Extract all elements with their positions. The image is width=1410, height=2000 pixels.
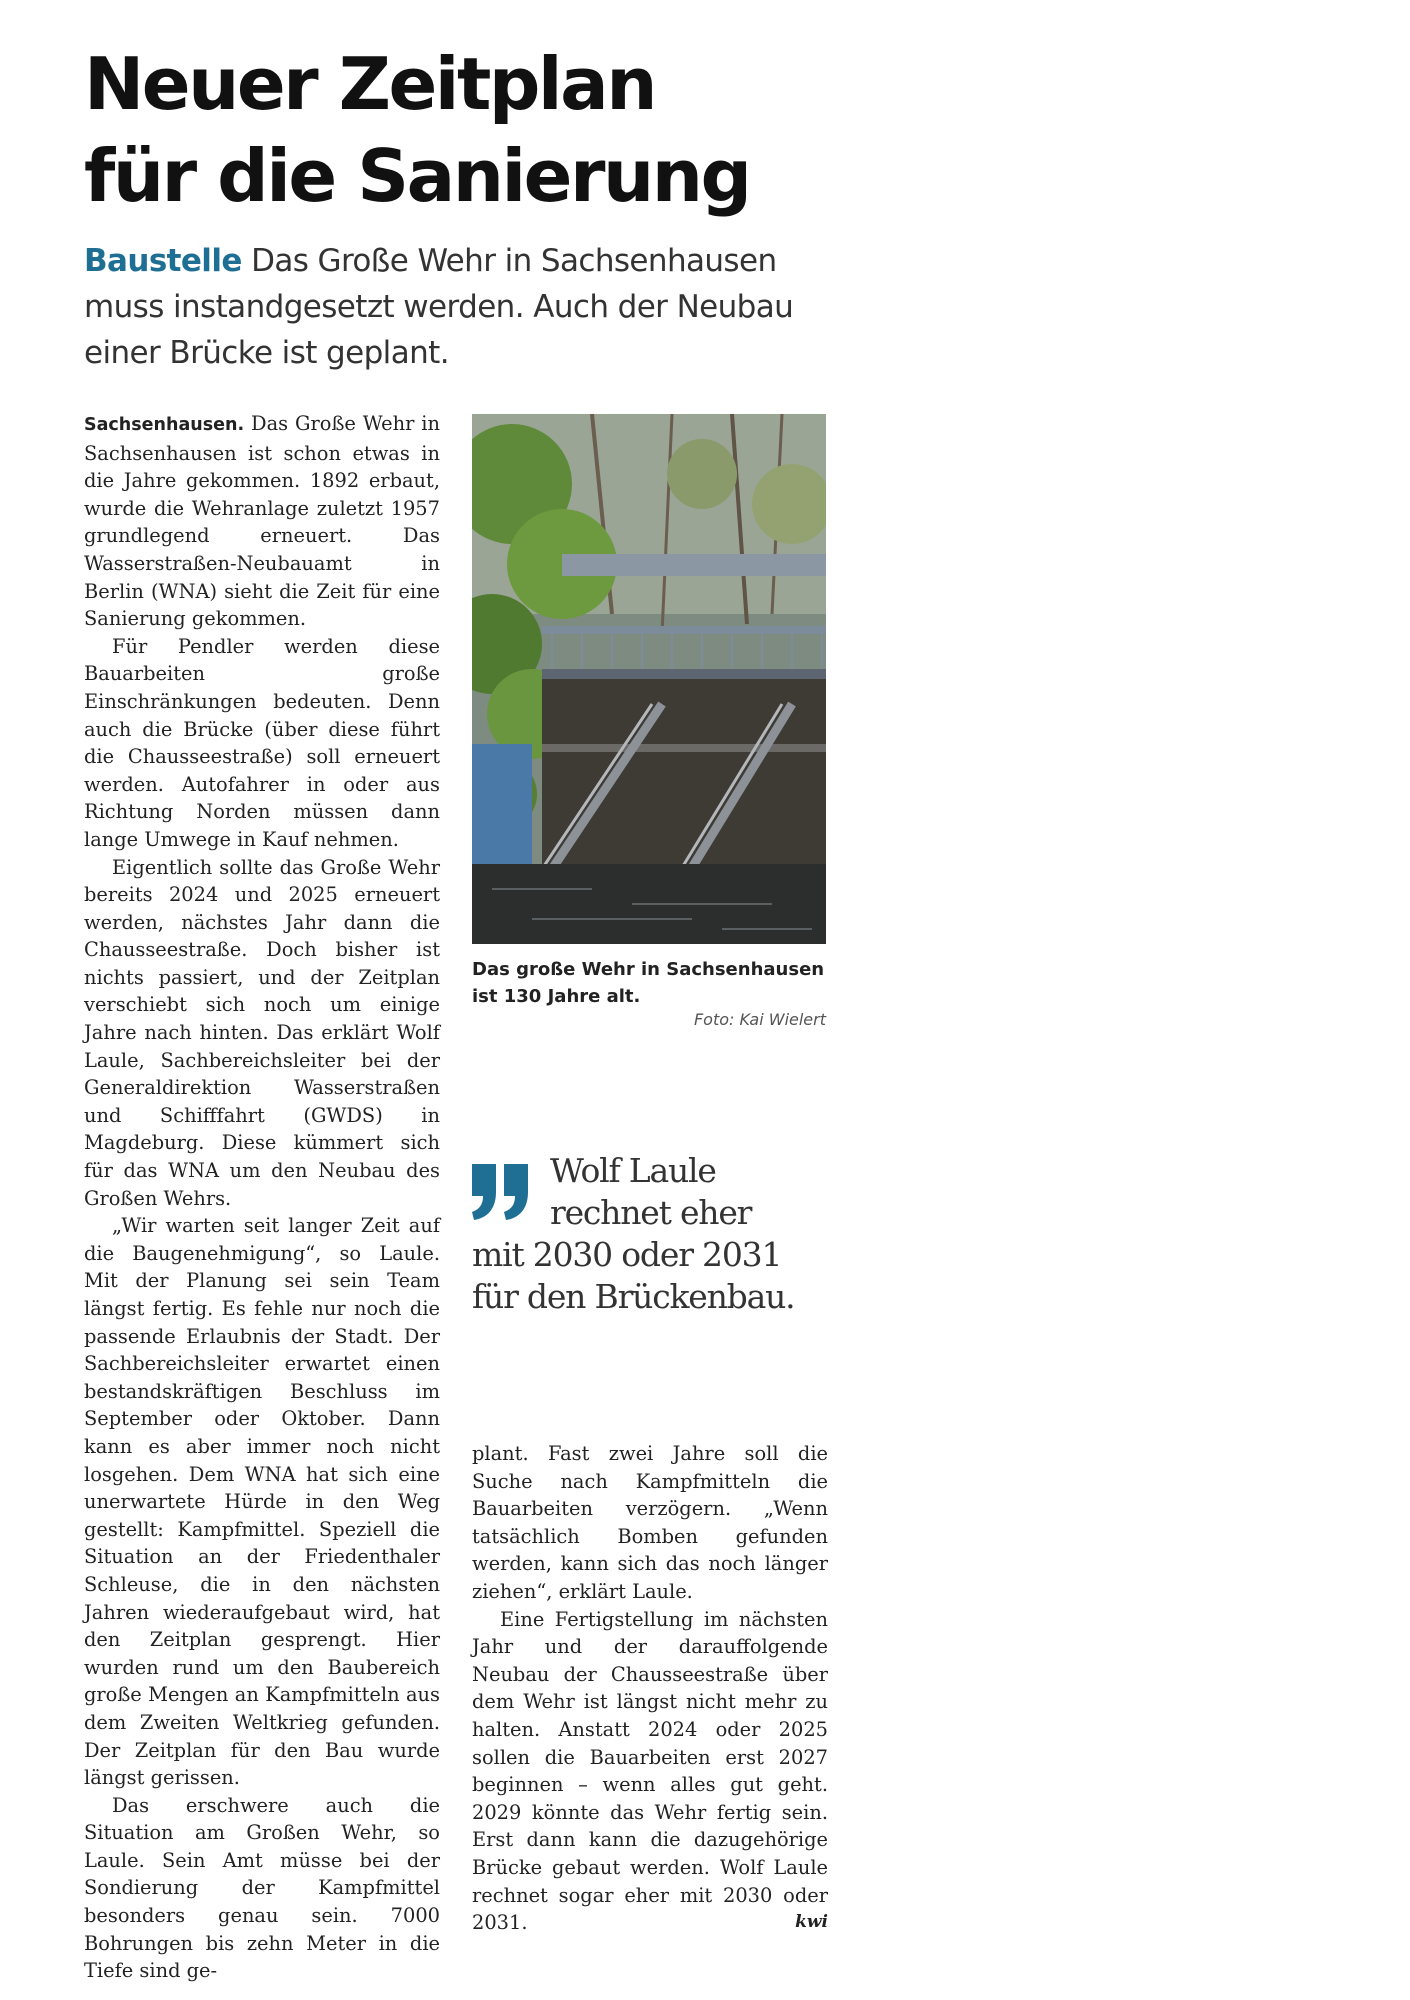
headline-line-2: für die Sanierung — [84, 134, 750, 218]
article-photo — [472, 414, 826, 944]
paragraph-text: Eine Fertigstellung im nächsten Jahr und der darauffolgende Neubau der Chausseestraße über dem Wehr ist längst nicht mehr zu halten. Anstatt 2024 oder 2025 sollen die Bauarbeiten erst 2027 beginnen – wenn alles gut geht. 2029 könnte das Wehr fertig sein. Erst dann kann die dazugehörige Brücke gebaut werden. Wolf Laule rechnet sogar eher mit 2030 oder 2031. — [472, 1607, 828, 1935]
paragraph — [84, 410, 440, 633]
headline-line-1: Neuer Zeitplan — [84, 42, 655, 126]
paragraph: Für Pendler werden diese Bauarbeiten große Einschränkungen bedeuten. Denn auch die Brücke (über diese führt die Chausseestraße) soll erneuert werden. Autofahrer in oder aus Richtung Norden müssen dann lange Umwege in Kauf nehmen. — [84, 634, 440, 851]
pull-quote-line: rechnet eher — [550, 1193, 752, 1232]
left-column — [84, 410, 440, 1985]
weir-photo-illustration — [472, 414, 826, 944]
pull-quote-line: mit 2030 oder 2031 — [472, 1235, 782, 1274]
paragraph: plant. Fast zwei Jahre soll die Suche nach Kampfmitteln die Bauarbeiten verzögern. „Wenn tatsächlich Bomben gefunden werden, kann sich das noch länger ziehen“, erklärt Laule. — [472, 1442, 828, 1603]
paragraph: Eigentlich sollte das Große Wehr bereits 2024 und 2025 erneuert werden, nächstes Jahr dann die Chausseestraße. Doch bisher ist nichts passiert, und der Zeitplan verschiebt sich noch um einige Jahre nach hinten. Das erklärt Wolf Laule, Sachbereichsleiter bei der Generaldirektion Wasserstraßen und Schifffahrt (GWDS) in Magdeburg. Diese kümmert sich für das WNA um den Neubau des Großen Wehrs. — [84, 855, 440, 1210]
pull-quote-line: Wolf Laule — [550, 1151, 716, 1190]
teaser-text: Das Große Wehr in Sachsenhausen muss instandgesetzt werden. Auch der Neubau einer Brücke ist geplant. — [84, 243, 794, 371]
author-initials: kwi — [795, 1912, 828, 1933]
kicker: Baustelle — [84, 243, 242, 279]
dateline: Sachsenhausen. — [84, 415, 245, 435]
pull-quote — [472, 1150, 832, 1318]
paragraph: Das erschwere auch die Situation am Großen Wehr, so Laule. Sein Amt müsse bei der Sondierung der Kampfmittel besonders genau sein. 7000 Bohrungen bis zehn Meter in die Tiefe sind ge- — [84, 1793, 440, 1983]
photo-caption: Das große Wehr in Sachsenhausen ist 130 Jahre alt. — [472, 959, 825, 1007]
right-column — [472, 1440, 828, 1937]
photo-credit: Foto: Kai Wielert — [693, 1010, 826, 1029]
teaser — [84, 238, 844, 376]
paragraph — [472, 1606, 828, 1937]
pull-quote-line: für den Brückenbau. — [472, 1277, 795, 1316]
paragraph-text: Das Große Wehr in Sachsenhausen ist schon etwas in die Jahre gekommen. 1892 erbaut, wurde die Wehranlage zuletzt 1957 grundlegend erneuert. Das Wasserstraßen-Neubauamt in Berlin (WNA) sieht die Zeit für eine Sanierung gekommen. — [84, 412, 440, 631]
paragraph: „Wir warten seit langer Zeit auf die Baugenehmigung“, so Laule. Mit der Planung sei sein Team längst fertig. Es fehle nur noch die passende Erlaubnis der Stadt. Der Sachbereichsleiter erwartet einen bestandskräftigen Beschluss im September oder Oktober. Dann kann es aber immer noch nicht losgehen. Dem WNA hat sich eine unerwartete Hürde in den Weg gestellt: Kampfmittel. Speziell die Situation an der Friedenthaler Schleuse, die in den nächsten Jahren wiederaufgebaut wird, hat den Zeitplan gesprengt. Hier wurden rund um den Baubereich große Mengen an Kampfmitteln aus dem Zweiten Weltkrieg gefunden. Der Zeitplan für den Bau wurde längst gerissen. — [84, 1214, 440, 1790]
headline — [84, 38, 844, 222]
